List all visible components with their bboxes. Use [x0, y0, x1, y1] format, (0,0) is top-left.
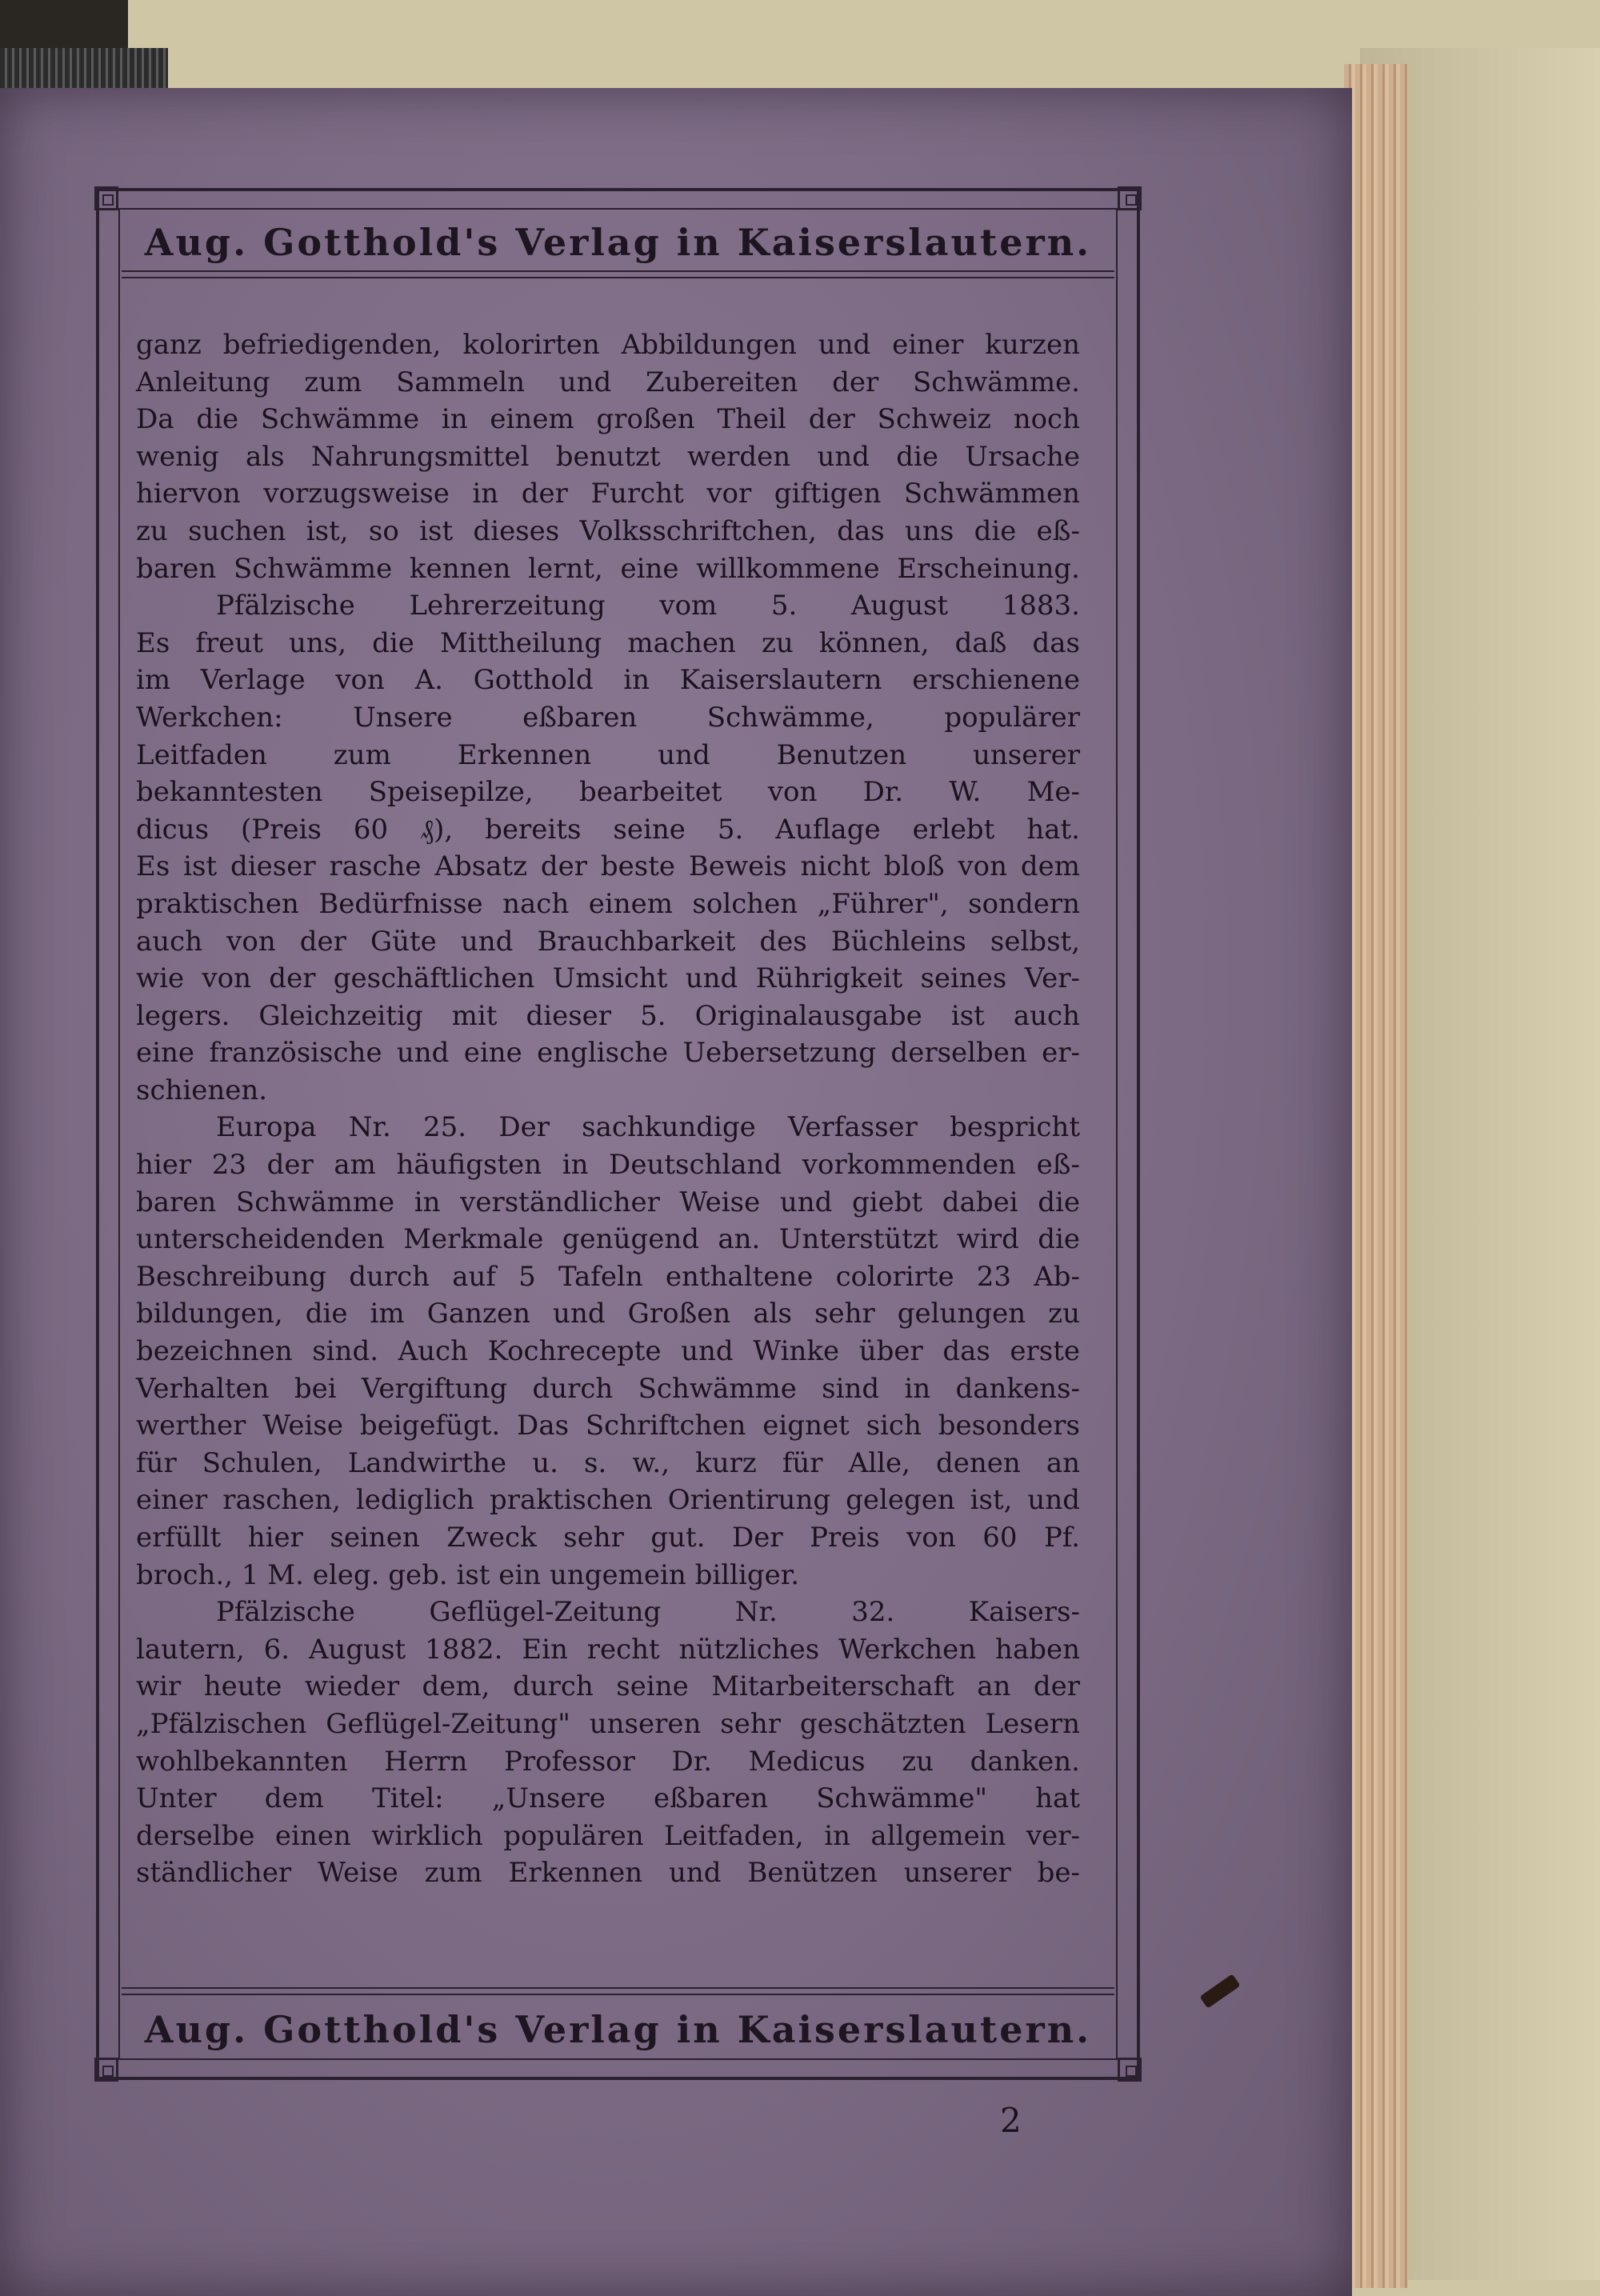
text-line: werther Weise beigefügt. Das Schriftchen eignet sich besonders — [136, 1410, 1080, 1442]
text-line: Pfälzische Lehrerzeitung vom 5. August 1883. — [216, 590, 1080, 622]
text-line: hier 23 der am häufigsten in Deutschland vorkommenden eß- — [136, 1149, 1080, 1182]
text-line: baren Schwämme kennen lernt, eine willkommene Erscheinung. — [136, 552, 1080, 585]
text-line: bildungen, die im Ganzen und Großen als sehr gelungen zu — [136, 1298, 1080, 1330]
text-line: Europa Nr. 25. Der sachkundige Verfasser bespricht — [216, 1111, 1080, 1144]
text-line: bekanntesten Speisepilze, bearbeitet von Dr. W. Me- — [136, 776, 1080, 809]
text-line: zu suchen ist, so ist dieses Volksschriftchen, das uns die eß- — [136, 514, 1080, 547]
text-line: ganz befriedigenden, kolorirten Abbildungen und einer kurzen — [136, 329, 1080, 361]
text-line: Leitfaden zum Erkennen und Benutzen unserer — [136, 738, 1080, 771]
text-line: auch von der Güte und Brauchbarkeit des Büchleins selbst, — [136, 925, 1080, 958]
text-line: praktischen Bedürfnisse nach einem solchen „Führer", sondern — [136, 887, 1080, 920]
text-line: im Verlage von A. Gotthold in Kaiserslautern erschienene — [136, 664, 1080, 697]
text-line: bezeichnen sind. Auch Kochrecepte und Winke über das erste — [136, 1335, 1080, 1368]
text-line: Anleitung zum Sammeln und Zubereiten der Schwämme. — [136, 366, 1080, 398]
frame-corner-ornament — [1118, 2058, 1142, 2082]
text-line: für Schulen, Landwirthe u. s. w., kurz für Alle, denen an — [136, 1446, 1080, 1479]
text-line: Pfälzische Geflügel-Zeitung Nr. 32. Kaisers- — [216, 1596, 1080, 1629]
text-line: broch., 1 M. eleg. geb. ist ein ungemein billiger. — [136, 1558, 800, 1591]
frame-corner-ornament — [1118, 186, 1142, 210]
footer-rule — [122, 1994, 1114, 1995]
text-line: hiervon vorzugsweise in der Furcht vor giftigen Schwämmen — [136, 478, 1080, 510]
text-line: unterscheidenden Merkmale genügend an. Unterstützt wird die — [136, 1223, 1080, 1256]
text-line: eine französische und eine englische Uebersetzung derselben er- — [136, 1037, 1080, 1070]
book-page-edges — [1344, 64, 1408, 2288]
text-line: einer raschen, lediglich praktischen Orientirung gelegen ist, und — [136, 1484, 1080, 1517]
page-number: 2 — [1000, 2101, 1022, 2140]
frame-corner-ornament — [94, 2058, 118, 2082]
text-line: baren Schwämme in verständlicher Weise und giebt dabei die — [136, 1186, 1080, 1218]
text-line: Verhalten bei Vergiftung durch Schwämme sind in dankens- — [136, 1372, 1080, 1405]
running-header: Aug. Gotthold's Verlag in Kaiserslautern. — [144, 221, 1092, 264]
text-line: legers. Gleichzeitig mit dieser 5. Originalausgabe ist auch — [136, 999, 1080, 1032]
running-footer: Aug. Gotthold's Verlag in Kaiserslautern. — [144, 2008, 1092, 2051]
text-line: ständlicher Weise zum Erkennen und Benützen unserer be- — [136, 1857, 1080, 1890]
header-rule — [122, 270, 1114, 272]
header-rule — [122, 277, 1114, 278]
text-line: schienen. — [136, 1074, 268, 1106]
text-line: Es ist dieser rasche Absatz der beste Beweis nicht bloß von dem — [136, 850, 1080, 883]
text-line: dicus (Preis 60 ₰), bereits seine 5. Auflage erlebt hat. — [136, 813, 1080, 846]
text-line: wenig als Nahrungsmittel benutzt werden und die Ursache — [136, 440, 1080, 473]
text-line: „Pfälzischen Geflügel-Zeitung" unseren sehr geschätzten Lesern — [136, 1707, 1080, 1740]
body-text — [136, 326, 1080, 1892]
text-line: Werkchen: Unsere eßbaren Schwämme, populärer — [136, 701, 1080, 734]
text-line: Da die Schwämme in einem großen Theil der Schweiz noch — [136, 403, 1080, 436]
text-line: lautern, 6. August 1882. Ein recht nützliches Werkchen haben — [136, 1633, 1080, 1666]
footer-rule — [122, 1987, 1114, 1989]
text-line: Beschreibung durch auf 5 Tafeln enthaltene colorirte 23 Ab- — [136, 1260, 1080, 1293]
text-line: Es freut uns, die Mittheilung machen zu können, daß das — [136, 626, 1080, 659]
text-line: wir heute wieder dem, durch seine Mitarbeiterschaft an der — [136, 1670, 1080, 1703]
text-line: wohlbekannten Herrn Professor Dr. Medicus zu danken. — [136, 1745, 1080, 1778]
text-line: derselbe einen wirklich populären Leitfaden, in allgemein ver- — [136, 1819, 1080, 1852]
frame-corner-ornament — [94, 186, 118, 210]
text-line: wie von der geschäftlichen Umsicht und Rührigkeit seines Ver- — [136, 962, 1080, 995]
text-line: Unter dem Titel: „Unsere eßbaren Schwämme" hat — [136, 1782, 1080, 1815]
text-line: erfüllt hier seinen Zweck sehr gut. Der Preis von 60 Pf. — [136, 1522, 1080, 1554]
